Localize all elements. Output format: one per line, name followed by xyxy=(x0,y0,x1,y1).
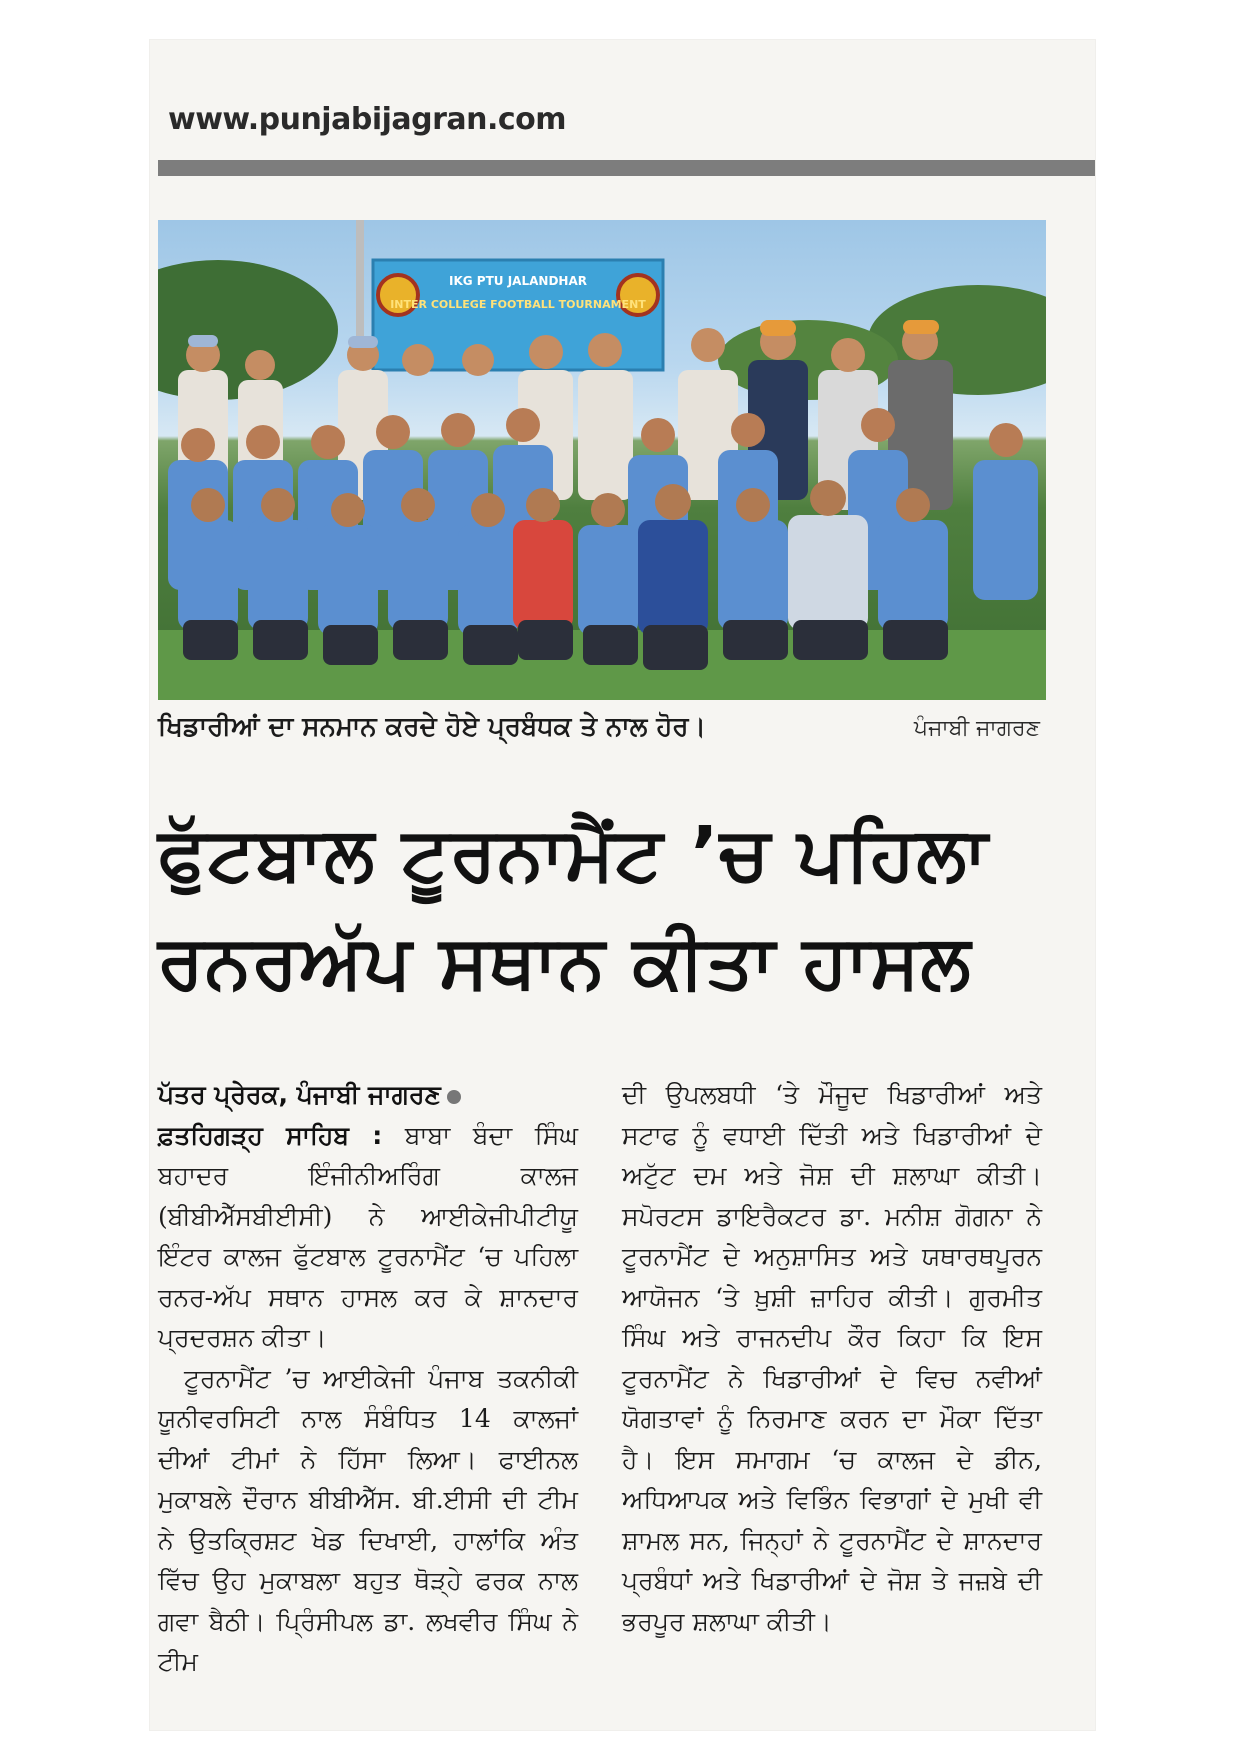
site-url: www.punjabijagran.com xyxy=(168,102,567,137)
photo-caption-row xyxy=(158,708,1046,752)
team-photo xyxy=(158,220,1046,700)
article-body xyxy=(158,1075,1046,1715)
byline: ਪੱਤਰ ਪ੍ਰੇਰਕ, ਪੰਜਾਬੀ ਜਾਗਰਣ xyxy=(158,1080,441,1109)
headline xyxy=(158,800,1046,1016)
photo-credit: ਪੰਜਾਬੀ ਜਾਗਰਣ xyxy=(913,716,1040,741)
headline-line-2: ਰਨਰਅੱਪ ਸਥਾਨ ਕੀਤਾ ਹਾਸਲ xyxy=(158,919,972,1005)
banner-line-1: IKG PTU JALANDHAR xyxy=(449,274,587,288)
photo-caption: ਖਿਡਾਰੀਆਂ ਦਾ ਸਨਮਾਨ ਕਰਦੇ ਹੋਏ ਪ੍ਰਬੰਧਕ ਤੇ ਨਾਲ ਹੋਰ। xyxy=(158,712,706,742)
bullet-icon xyxy=(447,1090,461,1104)
article-column-left xyxy=(158,1075,578,1683)
paragraph-2: ਟੂਰਨਾਮੈਂਟ ’ਚ ਆਈਕੇਜੀ ਪੰਜਾਬ ਤਕਨੀਕੀ ਯੂਨੀਵਰਸਿਟੀ ਨਾਲ ਸੰਬੰਧਿਤ 14 ਕਾਲਜਾਂ ਦੀਆਂ ਟੀਮਾਂ ਨੇ ਹਿੱਸਾ ਲਿਆ। ਫਾਈਨਲ ਮੁਕਾਬਲੇ ਦੌਰਾਨ ਬੀਬੀਐੱਸ. ਬੀ.ਈਸੀ ਦੀ ਟੀਮ ਨੇ ਉਤਕ੍ਰਿਸ਼ਟ ਖੇਡ ਦਿਖਾਈ, ਹਾਲਾਂਕਿ ਅੰਤ ਵਿੱਚ ਉਹ ਮੁਕਾਬਲਾ ਬਹੁਤ ਥੋੜ੍ਹੇ ਫਰਕ ਨਾਲ ਗਵਾ ਬੈਠੀ। ਪ੍ਰਿੰਸੀਪਲ ਡਾ. ਲਖਵੀਰ ਸਿੰਘ ਨੇ ਟੀਮ xyxy=(158,1363,578,1676)
banner-line-2: INTER COLLEGE FOOTBALL TOURNAMENT xyxy=(390,298,646,311)
newspaper-clipping xyxy=(150,40,1095,1730)
article-column-right xyxy=(622,1075,1042,1642)
headline-line-1: ਫੁੱਟਬਾਲ ਟੂਰਨਾਮੈਂਟ ’ਚ ਪਹਿਲਾ xyxy=(158,811,989,897)
team-photo-illustration xyxy=(158,220,1046,700)
paragraph-1: ਬਾਬਾ ਬੰਦਾ ਸਿੰਘ ਬਹਾਦਰ ਇੰਜੀਨੀਅਰਿੰਗ ਕਾਲਜ (ਬੀਬੀਐੱਸਬੀਈਸੀ) ਨੇ ਆਈਕੇਜੀਪੀਟੀਯੂ ਇੰਟਰ ਕਾਲਜ ਫੁੱਟਬਾਲ ਟੂਰਨਾਮੈਂਟ ‘ਚ ਪਹਿਲਾ ਰਨਰ-ਅੱਪ ਸਥਾਨ ਹਾਸਲ ਕਰ ਕੇ ਸ਼ਾਨਦਾਰ ਪ੍ਰਦਰਸ਼ਨ ਕੀਤਾ। xyxy=(158,1120,578,1352)
paragraph-3: ਦੀ ਉਪਲਬਧੀ ‘ਤੇ ਮੌਜੂਦ ਖਿਡਾਰੀਆਂ ਅਤੇ ਸਟਾਫ ਨੂੰ ਵਧਾਈ ਦਿੱਤੀ ਅਤੇ ਖਿਡਾਰੀਆਂ ਦੇ ਅਟੁੱਟ ਦਮ ਅਤੇ ਜੋਸ਼ ਦੀ ਸ਼ਲਾਘਾ ਕੀਤੀ। ਸਪੋਰਟਸ ਡਾਇਰੈਕਟਰ ਡਾ. ਮਨੀਸ਼ ਗੋਗਨਾ ਨੇ ਟੂਰਨਾਮੈਂਟ ਦੇ ਅਨੁਸ਼ਾਸਿਤ ਅਤੇ ਯਥਾਰਥਪੂਰਨ ਆਯੋਜਨ ‘ਤੇ ਖ਼ੁਸ਼ੀ ਜ਼ਾਹਿਰ ਕੀਤੀ। ਗੁਰਮੀਤ ਸਿੰਘ ਅਤੇ ਰਾਜਨਦੀਪ ਕੌਰ ਕਿਹਾ ਕਿ ਇਸ ਟੂਰਨਾਮੈਂਟ ਨੇ ਖਿਡਾਰੀਆਂ ਦੇ ਵਿਚ ਨਵੀਆਂ ਯੋਗਤਾਵਾਂ ਨੂੰ ਨਿਰਮਾਣ ਕਰਨ ਦਾ ਮੌਕਾ ਦਿੱਤਾ ਹੈ। ਇਸ ਸਮਾਗਮ ‘ਚ ਕਾਲਜ ਦੇ ਡੀਨ, ਅਧਿਆਪਕ ਅਤੇ ਵਿਭਿੰਨ ਵਿਭਾਗਾਂ ਦੇ ਮੁਖੀ ਵੀ ਸ਼ਾਮਲ ਸਨ, ਜਿਨ੍ਹਾਂ ਨੇ ਟੂਰਨਾਮੈਂਟ ਦੇ ਸ਼ਾਨਦਾਰ ਪ੍ਰਬੰਧਾਂ ਅਤੇ ਖਿਡਾਰੀਆਂ ਦੇ ਜੋਸ਼ ਤੇ ਜਜ਼ਬੇ ਦੀ ਭਰਪੂਰ ਸ਼ਲਾਘਾ ਕੀਤੀ। xyxy=(622,1080,1042,1636)
dateline: ਫ਼ਤਹਿਗੜ੍ਹ ਸਾਹਿਬ : xyxy=(158,1120,383,1150)
header-rule xyxy=(158,160,1095,176)
